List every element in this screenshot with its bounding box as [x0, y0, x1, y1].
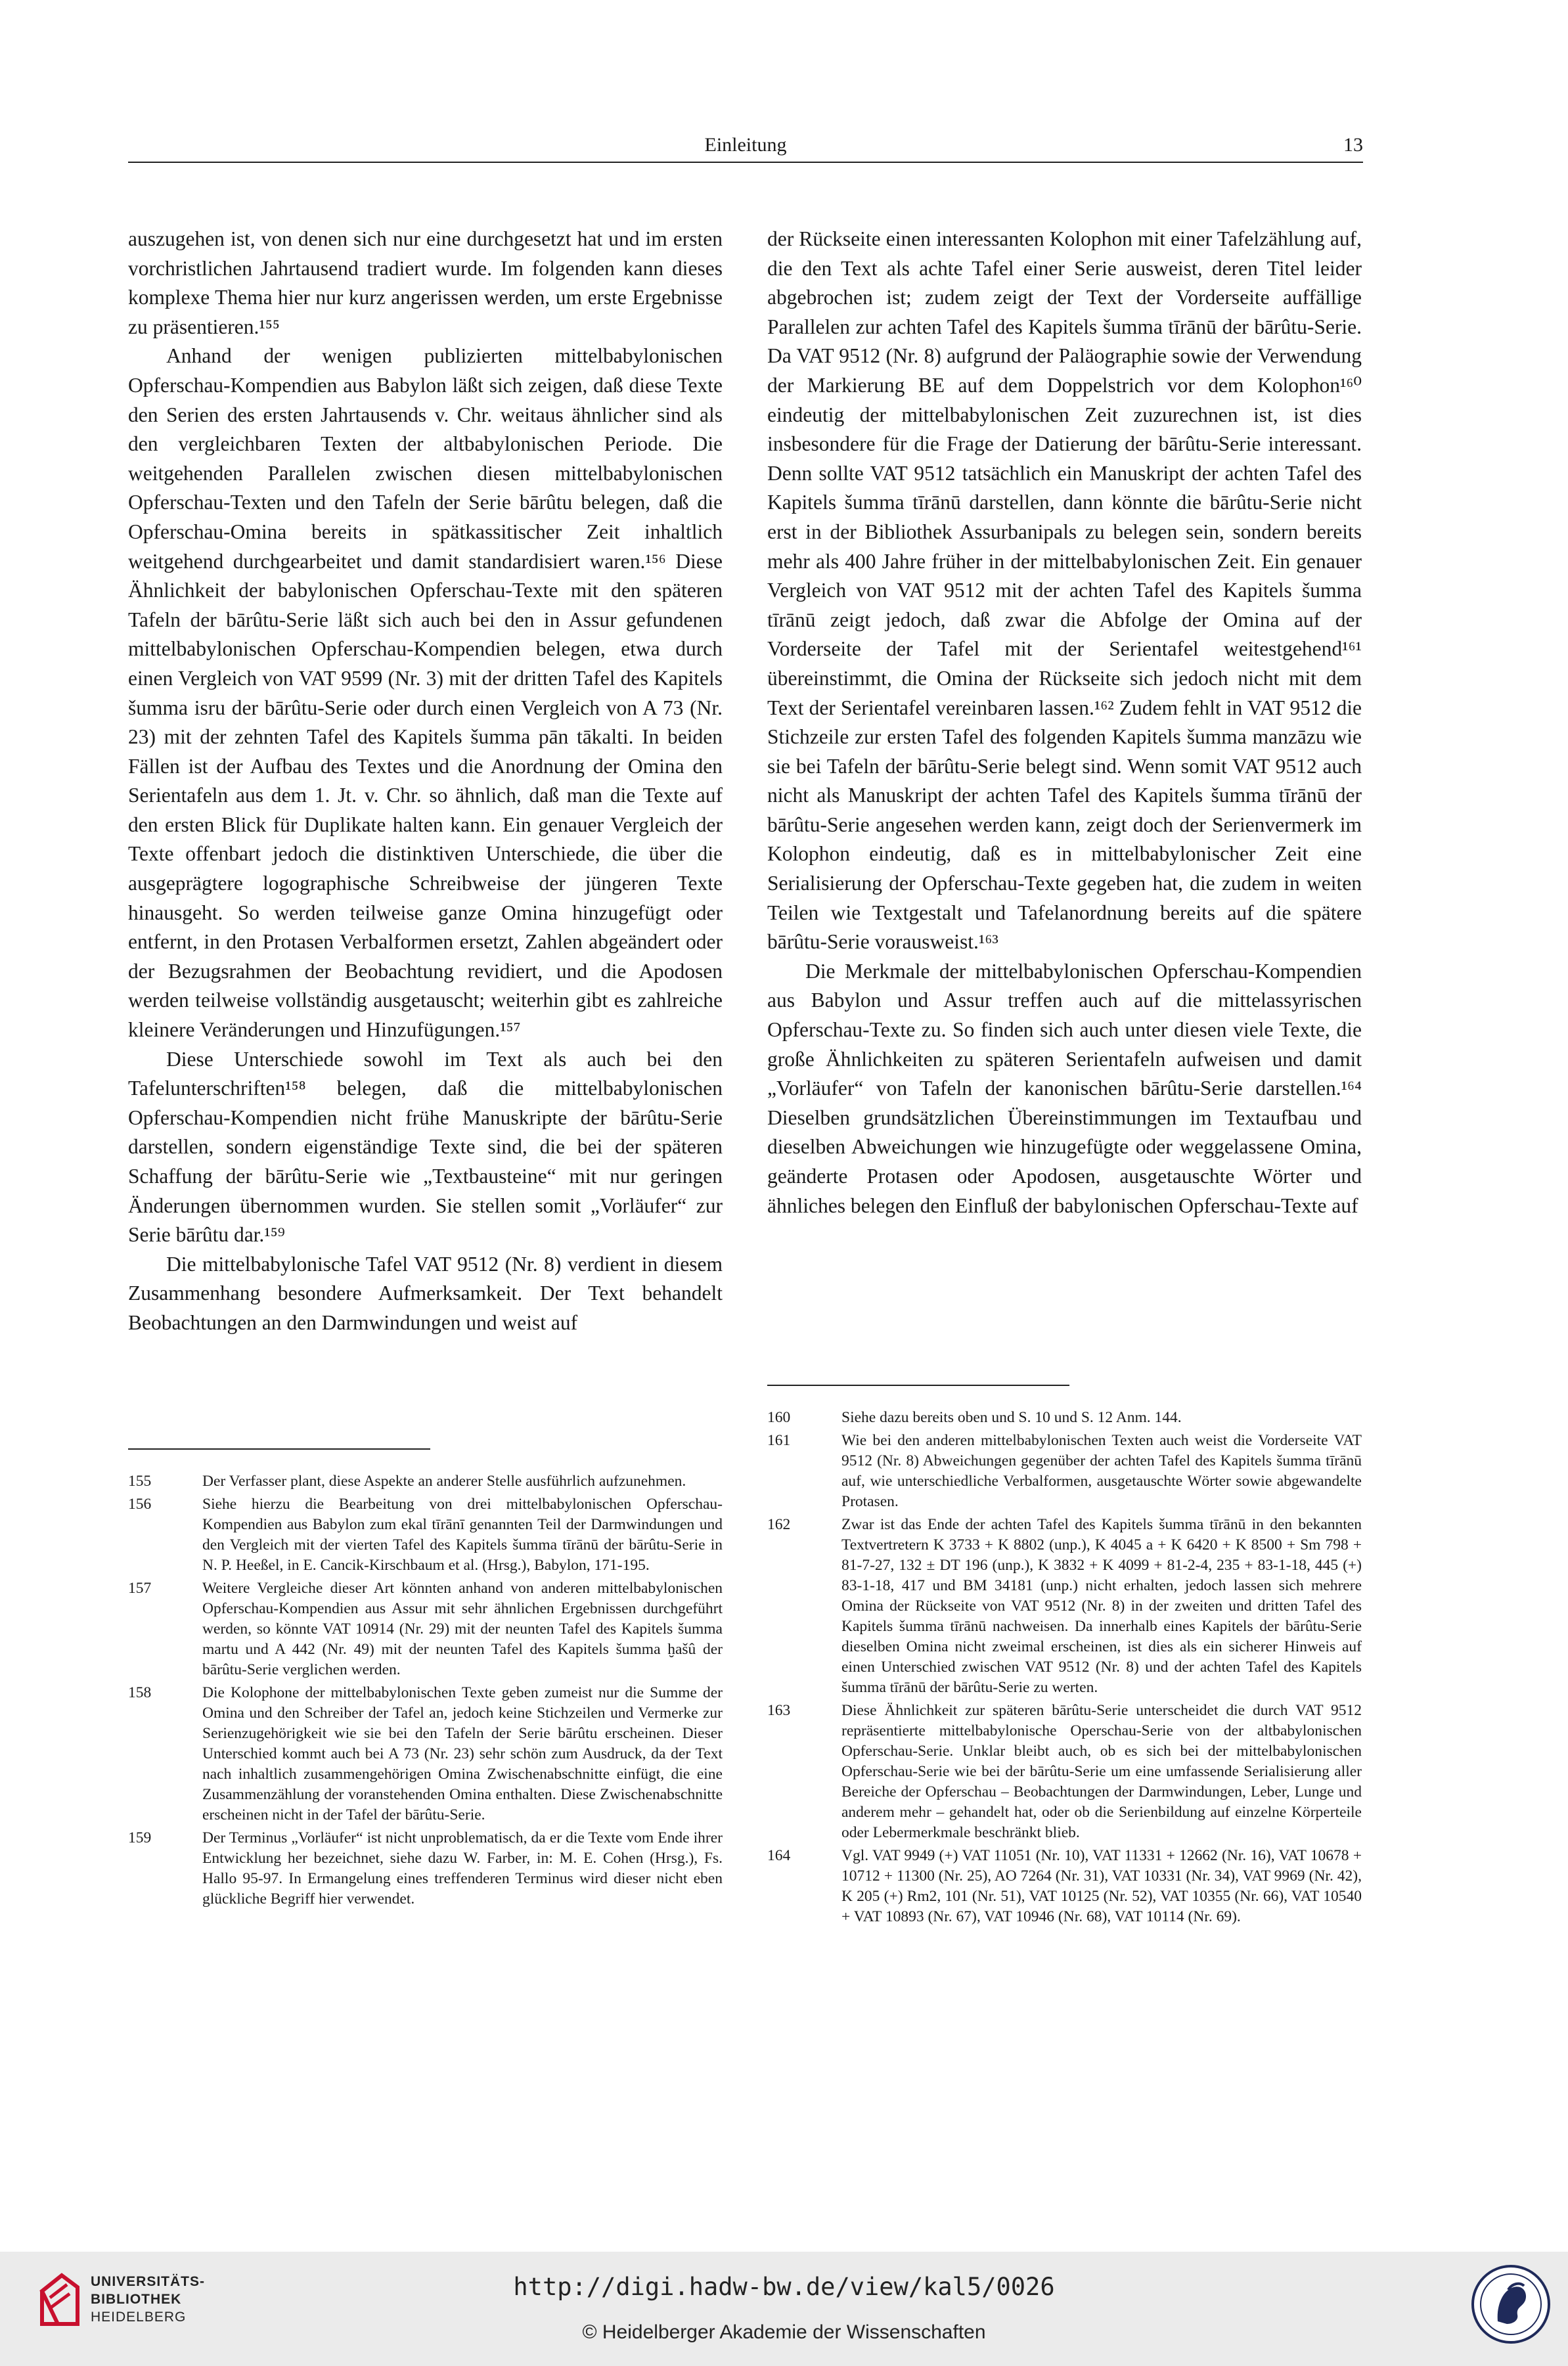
- paragraph: Diese Unterschiede sowohl im Text als auch bei den Tafelunterschriften¹⁵⁸ belegen, daß die mittelbabylonischen Opferschau-Kompendien nicht frühe Manuskripte der bārûtu-Serie darstellen, sondern eigenständige Texte sind, die bei der späteren Schaffung der bārûtu-Serie wie „Textbausteine“ mit nur geringen Änderungen übernommen wurden. Sie stellen somit „Vorläufer“ zur Serie bārûtu dar.¹⁵⁹: [128, 1047, 723, 1247]
- page-number: 13: [1343, 134, 1363, 156]
- paragraph: auszugehen ist, von denen sich nur eine durchgesetzt hat und im ersten vorchristlichen Jahrtausend tradiert wurde. Im folgenden kann dieses komplexe Thema hier nur kurz angerissen werden, um erste Ergebnisse zu präsentieren.¹⁵⁵: [128, 227, 723, 338]
- footnote-number: 155: [128, 1473, 152, 1490]
- footnote-divider: [767, 1385, 1069, 1386]
- footnote-divider: [128, 1448, 430, 1450]
- footnote-number: 163: [767, 1702, 791, 1719]
- footnote-number: 164: [767, 1847, 791, 1864]
- logo-text: HEIDELBERG: [91, 2310, 187, 2325]
- footnote: [128, 1494, 723, 1576]
- academy-seal-icon[interactable]: [1470, 2264, 1552, 2345]
- footnote: [128, 1471, 723, 1492]
- footnote-text: Wie bei den anderen mittelbabylonischen Texten auch weist die Vorderseite VAT 9512 (Nr. 8) Abweichungen gegenüber der achten Tafel des Kapitels šumma tīrānū auf, wie unterschiedliche Verbalformen, ausgetauschte Wörter sowie abgewandelte Protasen.: [841, 1432, 1362, 1510]
- footnote-text: Der Verfasser plant, diese Aspekte an anderer Stelle ausführlich aufzunehmen.: [202, 1473, 686, 1490]
- footnote: [767, 1846, 1362, 1927]
- paragraph: Die mittelbabylonische Tafel VAT 9512 (Nr. 8) verdient in diesem Zusammenhang besondere Aufmerksamkeit. Der Text behandelt Beobachtungen an den Darmwindungen und weist auf: [128, 1252, 723, 1334]
- permalink-url[interactable]: http://digi.hadw-bw.de/view/kal5/0026: [513, 2273, 1055, 2301]
- logo-text: BIBLIOTHEK: [91, 2292, 182, 2307]
- footnotes-left: [128, 1471, 723, 1912]
- footnote-text: Weitere Vergleiche dieser Art könnten anhand von anderen mittelbabylonischen Opferschau-Kompendien aus Assur mit sehr ähnlichen Ergebnissen durchgeführt werden, so könnte VAT 10914 (Nr. 29) mit der neunten Tafel des Kapitels šumma martu und A 442 (Nr. 49) mit der neunten Tafel des Kapitels šumma ḫašû der bārûtu-Serie verglichen werden.: [202, 1580, 723, 1678]
- footnote-number: 160: [767, 1409, 791, 1426]
- footnote: [128, 1828, 723, 1909]
- footnote-text: Siehe hierzu die Bearbeitung von drei mittelbabylonischen Opferschau-Kompendien aus Babylon zum ekal tīrānī genannten Teil der Darmwindungen und den Vergleich mit der vierten Tafel des Kapitels šumma tīrānū der bārûtu-Serie in N. P. Heeßel, in E. Cancik-Kirschbaum et al. (Hrsg.), Babylon, 171-195.: [202, 1496, 723, 1574]
- footnote-number: 162: [767, 1516, 791, 1533]
- paragraph: Die Merkmale der mittelbabylonischen Opferschau-Kompendien aus Babylon und Assur treffen auch auf die mittelassyrischen Opferschau-Texte zu. So finden sich auch unter diesen viele Texte, die große Ähnlichkeiten zu späteren Serientafeln aufweisen und damit „Vorläufer“ von Tafeln der kanonischen bārûtu-Serie darstellen.¹⁶⁴ Dieselben grundsätzlichen Übereinstimmungen im Textaufbau und dieselben Abweichungen wie hinzugefügte oder weggelassene Omina, geänderte Protasen oder Apodosen, ausgetauschte Wörter und ähnliches belegen den Einfluß der babylonischen Opferschau-Texte auf: [767, 959, 1362, 1217]
- copyright-notice: © Heidelberger Akademie der Wissenschaften: [582, 2321, 986, 2343]
- footnote-text: Diese Ähnlichkeit zur späteren bārûtu-Serie unterscheidet die durch VAT 9512 repräsentierte mittelbabylonische Operschau-Serie von der altbabylonischen Opferschau-Serie. Unklar bleibt auch, ob es sich bei der mittelbabylonischen Opferschau-Serie wie bei der bārûtu-Serie um eine umfassende Serialisierung aller Bereiche der Opferschau – Beobachtungen der Darmwindungen, Leber, Lunge und anderem mehr – gehandelt hat, oder ob die Serienbildung auf einzelne Körperteile oder Lebermerkmale beschränkt blieb.: [841, 1702, 1362, 1841]
- footnote-text: Siehe dazu bereits oben und S. 10 und S. 12 Anm. 144.: [841, 1409, 1182, 1426]
- footnote: [128, 1683, 723, 1825]
- viewer-footer: [0, 2252, 1568, 2366]
- footnote: [767, 1408, 1362, 1428]
- paragraph: Anhand der wenigen publizierten mittelbabylonischen Opferschau-Kompendien aus Babylon läßt sich zeigen, daß diese Texte den Serien des ersten Jahrtausends v. Chr. weitaus ähnlicher sind als den vergleichbaren Texten der altbabylonischen Periode. Die weitgehenden Parallelen zwischen diesen mittelbabylonischen Opferschau-Texten und den Tafeln der Serie bārûtu belegen, daß die Opferschau-Omina bereits in spätkassitischer Zeit inhaltlich weitgehend durchgearbeitet und damit standardisiert waren.¹⁵⁶ Diese Ähnlichkeit der babylonischen Opferschau-Texte mit den späteren Tafeln der bārûtu-Serie läßt sich auch bei den in Assur gefundenen mittelbabylonischen Opferschau-Kompendien belegen, etwa durch einen Vergleich von VAT 9599 (Nr. 3) mit der dritten Tafel des Kapitels šumma isru der bārûtu-Serie oder durch einen Vergleich von A 73 (Nr. 23) mit der zehnten Tafel des Kapitels šumma pān tākalti. In beiden Fällen ist der Aufbau des Textes und die Anordnung der Omina den Serientafeln aus dem 1. Jt. v. Chr. so ähnlich, daß man die Texte auf den ersten Blick für Duplikate halten kann. Ein genauer Vergleich der Texte offenbart jedoch die distinktiven Unterschiede, die über die ausgeprägtere logographische Schreibweise der jüngeren Texte hinausgeht. So werden teilweise ganze Omina hinzugefügt oder entfernt, in den Protasen Verbalformen ersetzt, Zahlen abgeändert oder der Bezugsrahmen der Beobachtung revidiert, und die Apodosen werden teilweise vollständig ausgetauscht; weiterhin gibt es zahlreiche kleinere Veränderungen und Hinzufügungen.¹⁵⁷: [128, 344, 723, 1042]
- right-column: [767, 225, 1362, 1220]
- page-header: [128, 131, 1363, 163]
- footnote: [128, 1578, 723, 1680]
- footnote: [767, 1431, 1362, 1512]
- footnote-number: 158: [128, 1684, 152, 1701]
- footnotes-right: [767, 1408, 1362, 1930]
- footnote-text: Der Terminus „Vorläufer“ ist nicht unproblematisch, da er die Texte vom Ende ihrer Entwicklung her bezeichnet, siehe dazu W. Farber, in: M. E. Cohen (Hrsg.), Fs. Hallo 95-97. In Ermangelung eines treffenderen Terminus wird dieser nicht eben glückliche Begriff hier verwendet.: [202, 1829, 723, 1908]
- footnote: [767, 1701, 1362, 1843]
- footnote-number: 156: [128, 1496, 152, 1513]
- footnote-text: Zwar ist das Ende der achten Tafel des Kapitels šumma tīrānū in den bekannten Textvertretern K 3733 + K 8802 (unp.), K 4045 a + K 6420 + K 8500 + Sm 798 + 81-7-27, 132 ± DT 196 (unp.), K 3832 + K 4099 + 81-2-4, 235 + 83-1-18, 445 (+) 83-1-18, 417 und BM 34181 (unp.) nicht erhalten, jedoch lassen sich mehrere Omina der Rückseite von VAT 9512 (Nr. 8) in der zweiten und dritten Tafel des Kapitels šumma tīrānū nachweisen. Da innerhalb eines Kapitels der bārûtu-Serie dieselben Omina nicht zweimal erscheinen, ist dies als ein sicherer Hinweis auf einen Unterschied zwischen VAT 9512 (Nr. 8) und der achten Tafel des Kapitels šumma tīrānū der bārûtu-Serie zu werten.: [841, 1516, 1362, 1696]
- paragraph: der Rückseite einen interessanten Kolophon mit einer Tafelzählung auf, die den Text als achte Tafel einer Serie ausweist, deren Titel leider abgebrochen ist; zudem zeigt der Text der Vorderseite auffällige Parallelen zur achten Tafel des Kapitels šumma tīrānū der bārûtu-Serie. Da VAT 9512 (Nr. 8) aufgrund der Paläographie sowie der Verwendung der Markierung BE auf dem Doppelstrich vor dem Kolophon¹⁶⁰ eindeutig der mittelbabylonischen Zeit zuzurechnen ist, ist dies insbesondere für die Frage der Datierung der bārûtu-Serie interessant. Denn sollte VAT 9512 tatsächlich ein Manuskript der achten Tafel des Kapitels šumma tīrānū darstellen, dann könnte die bārûtu-Serie nicht erst in der Bibliothek Assurbanipals zu belegen sein, sondern bereits mehr als 400 Jahre früher in der mittelbabylonischen Zeit. Ein genauer Vergleich von VAT 9512 mit der achten Tafel des Kapitels šumma tīrānū zeigt jedoch, daß zwar die Abfolge der Omina auf der Vorderseite der Tafel mit der Serientafel weitestgehend¹⁶¹ übereinstimmt, die Omina der Rückseite sich jedoch nicht mit dem Text der Serientafel vereinbaren lassen.¹⁶² Zudem fehlt in VAT 9512 die Stichzeile zur ersten Tafel des folgenden Kapitels šumma manzāzu wie sie bei Tafeln der bārûtu-Serie belegt sind. Wenn somit VAT 9512 auch nicht als Manuskript der achten Tafel des Kapitels šumma tīrānū der bārûtu-Serie angesehen werden kann, zeigt doch der Serienvermerk im Kolophon eindeutig, daß es in mittelbabylonischer Zeit eine Serialisierung der Opferschau-Texte gegeben hat, die zudem in weiten Teilen wie Textgestalt und Tafelanordnung bereits auf die spätere bārûtu-Serie vorausweist.¹⁶³: [767, 227, 1362, 954]
- left-column: [128, 225, 723, 1338]
- footnote-number: 157: [128, 1580, 152, 1597]
- footnote: [767, 1515, 1362, 1698]
- footnote-text: Vgl. VAT 9949 (+) VAT 11051 (Nr. 10), VAT 11331 + 12662 (Nr. 16), VAT 10678 + 10712 + 11300 (Nr. 25), AO 7264 (Nr. 31), VAT 10331 (Nr. 34), VAT 9969 (Nr. 42), K 205 (+) Rm2, 101 (Nr. 51), VAT 10125 (Nr. 52), VAT 10355 (Nr. 66), VAT 10540 + VAT 10893 (Nr. 67), VAT 10946 (Nr. 68), VAT 10114 (Nr. 69).: [841, 1847, 1362, 1925]
- footnote-number: 161: [767, 1432, 791, 1449]
- footnote-number: 159: [128, 1829, 152, 1846]
- footnote-text: Die Kolophone der mittelbabylonischen Texte geben zumeist nur die Summe der Omina und den Schreiber der Tafel an, jedoch keine Stichzeilen und Vermerke zur Serienzugehörigkeit wie sie bei den Tafeln der Serie bārûtu erscheinen. Dieser Unterschied kommt auch bei A 73 (Nr. 23) sehr schön zum Ausdruck, da der Text nach inhaltlich zusammengehörigen Omina Zwischenabschnitte einfügt, die eine Zusammenzählung der voranstehenden Omina enthalten. Diese Zwischenabschnitte erscheinen nicht in der Tafel der bārûtu-Serie.: [202, 1684, 723, 1823]
- running-title: Einleitung: [704, 134, 787, 156]
- logo-text: UNIVERSITÄTS-: [91, 2274, 206, 2289]
